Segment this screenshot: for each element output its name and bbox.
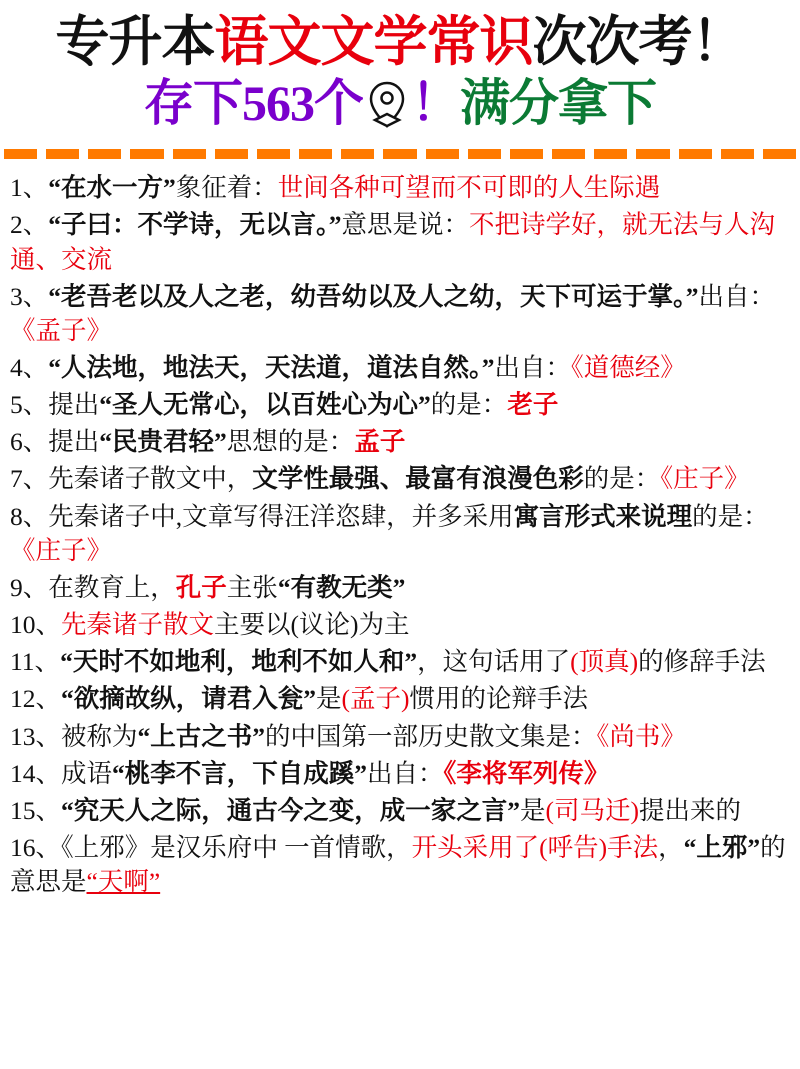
list-item-number: 15、: [10, 795, 62, 825]
list-item-text: 《孟子》: [10, 315, 113, 345]
list-item-text: 意思是说：: [341, 210, 470, 240]
list-item-number: 6、: [10, 427, 49, 457]
list-item: [10, 462, 790, 496]
list-item-text: “民贵君轻”: [99, 427, 227, 457]
list-item-text: 《尚书》: [596, 721, 686, 751]
list-item: [10, 208, 790, 276]
list-item-text: 《庄子》: [10, 535, 113, 565]
list-item-text: 《李将军列传》: [443, 758, 610, 788]
list-item-number: 14、: [10, 758, 62, 788]
list-item-number: 9、: [10, 572, 49, 602]
list-item-text: (顶真): [570, 647, 639, 677]
list-item-text: 《上邪》是汉乐府中 一首情歌，: [61, 833, 412, 862]
divider-dash: [510, 149, 543, 159]
list-item-number: 12、: [10, 684, 62, 714]
list-item-text: 开头采用了(呼告)手法: [411, 833, 659, 862]
list-item: [10, 794, 790, 828]
divider-dash: [426, 149, 459, 159]
list-item: [10, 757, 790, 791]
list-item-text: “在水一方”: [48, 173, 176, 203]
list-item: [10, 571, 790, 605]
list-item-text: 世间各种可望而不可即的人生际遇: [277, 173, 661, 203]
list-item-text: 被称为: [61, 721, 138, 751]
list-item: [10, 280, 790, 348]
divider-dash: [679, 149, 712, 159]
title-line-1-seg-1: 语文文学常识: [214, 12, 533, 72]
list-item-number: 8、: [10, 501, 49, 531]
divider-dash: [341, 149, 374, 159]
list-item-text: 文学性最强、最富有浪漫色彩: [252, 464, 584, 494]
divider-dash: [299, 149, 332, 159]
list-item: [10, 608, 790, 642]
list-item-text: 先秦诸子散文: [61, 610, 215, 640]
list-item-text: 主要以(议论)为主: [214, 610, 410, 640]
list-item-text: 象征着：: [175, 173, 278, 203]
list-item-text: 先秦诸子散文中，: [48, 464, 253, 494]
list-item: [10, 682, 790, 716]
list-item-text: 是: [316, 684, 342, 714]
list-item-number: 7、: [10, 464, 49, 494]
list-item-text: 的中国第一部历史散文集是：: [265, 721, 597, 751]
list-item-text: 的是：: [583, 464, 661, 494]
list-item-text: 孟子: [354, 427, 406, 457]
list-item-text: 成语: [61, 758, 113, 788]
title-line-2-seg-2: ！: [411, 74, 460, 131]
divider-dash: [383, 149, 416, 159]
list-item-text: 孔子: [175, 572, 227, 602]
list-item-text: “子曰：不学诗，无以言。”: [48, 210, 342, 240]
list-item-text: 先秦诸子中,文章写得汪洋恣肆，并多采用: [48, 501, 514, 531]
list-item-text: (孟子): [341, 684, 410, 714]
list-item: [10, 388, 790, 422]
title-line-2-seg-0: 存下563个: [144, 74, 363, 131]
list-item: [10, 351, 790, 385]
title-line-2: [10, 74, 790, 131]
list-item-text: 提出: [48, 390, 100, 420]
divider-dash: [215, 149, 248, 159]
list-item: [10, 171, 790, 205]
list-item: [10, 645, 790, 679]
list-item-text: “老吾老以及人之老，幼吾幼以及人之幼，天下可运于掌。”: [48, 281, 699, 311]
divider-dash: [173, 149, 206, 159]
list-item-text: 的修辞手法: [638, 647, 766, 677]
list-item-text: 不把诗学好，就无法与人沟通、交流: [10, 210, 776, 274]
list-item-number: 2、: [10, 210, 49, 240]
list-item: [10, 425, 790, 459]
knowledge-list: [0, 171, 800, 920]
title-line-1-seg-0: 专升本: [55, 12, 215, 72]
list-item-number: 16、: [10, 833, 62, 862]
poster-header: [0, 0, 800, 145]
divider-dash: [46, 149, 79, 159]
list-item-text: 提出: [48, 427, 100, 457]
divider-dash: [721, 149, 754, 159]
list-item: [10, 500, 790, 568]
list-item-text: 《道德经》: [571, 352, 686, 382]
divider-dash: [4, 149, 37, 159]
list-item-text: ，这句话用了: [417, 647, 571, 677]
list-item-text: 是: [520, 795, 546, 825]
list-item-text: “上古之书”: [137, 721, 266, 751]
list-item-text: 寓言形式来说理: [513, 501, 693, 531]
divider-dash: [257, 149, 290, 159]
list-item-text: “圣人无常心，以百姓心为心”: [99, 390, 431, 420]
location-pin-icon: [365, 80, 409, 132]
list-item-text: 的是：: [430, 390, 508, 420]
list-item-text: 老子: [507, 390, 559, 420]
list-item-number: 4、: [10, 352, 49, 382]
list-item-text: “桃李不言，下自成蹊”: [112, 758, 368, 788]
list-item-text: ，: [658, 833, 684, 862]
list-item: [10, 831, 790, 899]
list-item-text: 《庄子》: [660, 464, 750, 494]
list-item-text: “有教无类”: [277, 572, 406, 602]
title-line-1-seg-2: 次次考！: [532, 12, 745, 72]
list-item-text: (司马迁): [545, 795, 640, 825]
list-item-number: 1、: [10, 173, 49, 203]
list-item-text: 出自：: [698, 281, 776, 311]
list-item-text: “欲摘故纵，请君入瓮”: [61, 684, 317, 714]
list-item: [10, 720, 790, 754]
list-item-text: 出自：: [367, 758, 444, 788]
dashed-divider: [0, 149, 800, 159]
divider-dash: [130, 149, 163, 159]
divider-dash: [88, 149, 121, 159]
list-item-text: “人法地，地法天，天法道，道法自然。”: [48, 352, 495, 382]
list-item-number: 5、: [10, 390, 49, 420]
list-item-number: 3、: [10, 281, 49, 311]
list-item-number: 13、: [10, 721, 62, 751]
list-item-text: “究天人之际，通古今之变，成一家之言”: [61, 795, 521, 825]
list-item-text: 主张: [226, 572, 278, 602]
list-item-text: 的是：: [692, 501, 769, 531]
list-item-number: 10、: [10, 610, 62, 640]
divider-dash: [468, 149, 501, 159]
divider-dash: [552, 149, 585, 159]
list-item-text: 的意思是: [10, 833, 786, 897]
title-line-2-seg-3: 满分拿下: [460, 74, 656, 131]
list-item-text: “天时不如地利，地利不如人和”: [60, 647, 418, 677]
divider-dash: [763, 149, 796, 159]
list-item-text: “上邪”: [683, 833, 761, 862]
list-item-text: 出自：: [494, 352, 572, 382]
list-item-text: 提出来的: [639, 795, 742, 825]
title-line-1: [10, 14, 790, 71]
list-item-text: 在教育上，: [48, 572, 176, 602]
list-item-text: “天啊”: [86, 867, 161, 897]
list-item-text: 惯用的论辩手法: [409, 684, 589, 714]
list-item-number: 11、: [10, 647, 61, 677]
list-item-text: 思想的是：: [226, 427, 355, 457]
divider-dash: [594, 149, 627, 159]
divider-dash: [636, 149, 669, 159]
